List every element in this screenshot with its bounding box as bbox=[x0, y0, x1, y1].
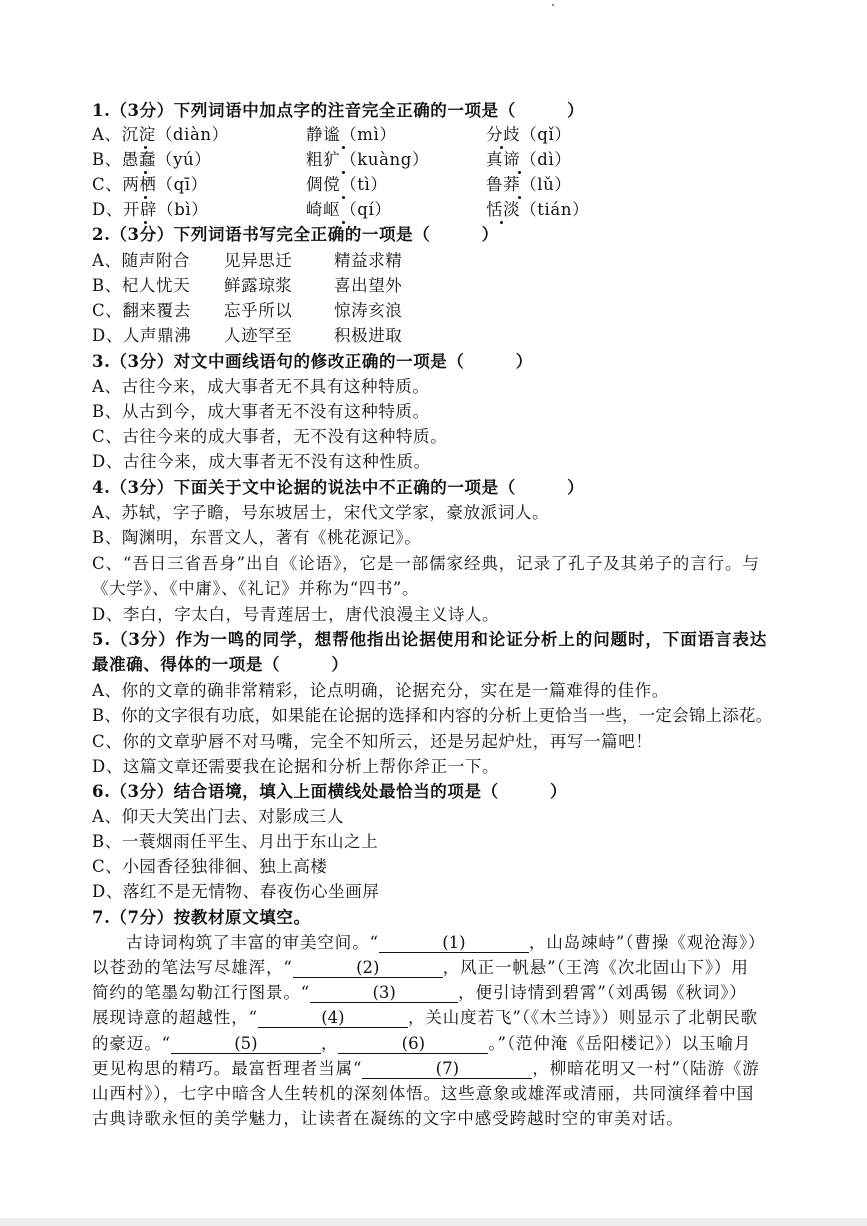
q1-c-col1: C、两栖（qī） bbox=[92, 175, 208, 194]
fill-blank-5[interactable]: (5) bbox=[171, 1035, 321, 1054]
q7-passage-line-2: 以苍劲的笔法写尽雄浑，“ (2) ，风正一帆悬”（王湾《次北固山下》）用 bbox=[92, 958, 749, 977]
question-4-title: 4.（3分）下面关于文中论据的说法中不正确的一项是（ ） bbox=[92, 478, 585, 497]
q7-passage-line-7: 山西村》），七字中暗含人生转机的深刻体悟。这些意象或雄浑或清丽，共同演绎着中国 bbox=[92, 1084, 755, 1103]
q1-d-col3: 恬淡（tián） bbox=[486, 200, 590, 219]
q6-option-b[interactable]: B、一蓑烟雨任平生、月出于东山之上 bbox=[92, 832, 379, 851]
question-6-title: 6.（3分）结合语境，填入上面横线处最恰当的项是（ ） bbox=[92, 782, 568, 801]
q7-passage-line-6: 更见构思的精巧。最富哲理者当属“ (7) ，柳暗花明又一村”（陆游《游 bbox=[92, 1059, 760, 1078]
fill-blank-6[interactable]: (6) bbox=[338, 1035, 488, 1054]
q1-b-col2: 粗犷（kuàng） bbox=[306, 150, 430, 169]
q3-option-d[interactable]: D、古往今来，成大事者无不没有这种性质。 bbox=[92, 452, 431, 471]
q1-d-col2: 崎岖（qí） bbox=[306, 200, 392, 219]
emphasis-dot bbox=[500, 221, 503, 224]
q7-passage-line-5: 的豪迈。“ (5) ， (6) 。”（范仲淹《岳阳楼记》）以玉喻月 bbox=[92, 1034, 752, 1053]
fill-blank-2[interactable]: (2) bbox=[293, 959, 443, 978]
q2-d-word1: D、人声鼎沸 bbox=[92, 326, 192, 345]
q3-option-c[interactable]: C、古往今来的成大事者，无不没有这种特质。 bbox=[92, 427, 448, 446]
emphasis-dot bbox=[518, 171, 521, 174]
q1-b-col1: B、愚蠢（yú） bbox=[92, 150, 212, 169]
emphasis-dot bbox=[342, 146, 345, 149]
emphasis-dot bbox=[342, 171, 345, 174]
q2-b-word3: 喜出望外 bbox=[334, 276, 403, 295]
q7-passage-line-3: 简约的笔墨勾勒江行图景。“ (3) ，便引诗情到碧霄”（刘禹锡《秋词》） bbox=[92, 983, 747, 1002]
emphasis-dot bbox=[144, 146, 147, 149]
q2-b-word1: B、杞人忧天 bbox=[92, 276, 191, 295]
fill-blank-3[interactable]: (3) bbox=[310, 984, 458, 1003]
q4-option-b[interactable]: B、陶渊明，东晋文人，著有《桃花源记》。 bbox=[92, 528, 422, 547]
q6-option-c[interactable]: C、小园香径独徘徊、独上高楼 bbox=[92, 857, 328, 876]
question-5-title: 5.（3分）作为一鸣的同学，想帮他指出论据使用和论证分析上的问题时，下面语言表达 bbox=[92, 630, 768, 649]
q4-option-c-cont: 《大学》、《中庸》、《礼记》并称为“四书”。 bbox=[92, 579, 420, 598]
q7-passage-line-8: 古典诗歌永恒的美学魅力，让读者在凝练的文字中感受跨越时空的审美对话。 bbox=[92, 1109, 684, 1128]
q7-passage-line-1: 古诗词构筑了丰富的审美空间。“ (1) ，山岛竦峙”（曹操《观沧海》） bbox=[126, 933, 766, 952]
q1-a-col1: A、沉淀（diàn） bbox=[92, 125, 229, 144]
q7-passage-line-4: 展现诗意的超越性，“ (4) ，关山度若飞”（《木兰诗》）则显示了北朝民歌 bbox=[92, 1008, 758, 1027]
q2-c-word3: 惊涛亥浪 bbox=[334, 301, 403, 320]
q2-d-word2: 人迹罕至 bbox=[224, 326, 293, 345]
q5-option-d[interactable]: D、这篇文章还需要我在论据和分析上帮你斧正一下。 bbox=[92, 757, 500, 776]
q4-option-d[interactable]: D、李白，字太白，号青莲居士，唐代浪漫主义诗人。 bbox=[92, 605, 500, 624]
q2-c-word1: C、翻来覆去 bbox=[92, 301, 191, 320]
q3-option-a[interactable]: A、古往今来，成大事者无不具有这种特质。 bbox=[92, 377, 430, 396]
q5-option-c[interactable]: C、你的文章驴唇不对马嘴，完全不知所云，还是另起炉灶，再写一篇吧！ bbox=[92, 732, 653, 751]
q2-a-word2: 见异思迁 bbox=[224, 251, 293, 270]
q3-option-b[interactable]: B、从古到今，成大事者无不没有这种特质。 bbox=[92, 402, 430, 421]
question-3-title: 3.（3分）对文中画线语句的修改正确的一项是（ ） bbox=[92, 352, 533, 371]
q2-d-word3: 积极进取 bbox=[334, 326, 403, 345]
emphasis-dot bbox=[342, 196, 345, 199]
q2-a-word1: A、随声附合 bbox=[92, 251, 191, 270]
emphasis-dot bbox=[144, 171, 147, 174]
q1-c-col3: 鲁莽（lǔ） bbox=[486, 175, 572, 194]
q2-b-word2: 鲜露琼浆 bbox=[224, 276, 293, 295]
scan-bottom-edge bbox=[0, 1218, 867, 1226]
question-2-title: 2.（3分）下列词语书写完全正确的一项是（ ） bbox=[92, 225, 499, 244]
question-7-title: 7.（7分）按教材原文填空。 bbox=[92, 908, 311, 927]
question-1-title: 1.（3分）下列词语中加点字的注音完全正确的一项是（ ） bbox=[92, 101, 585, 120]
q1-a-col2: 静谧（mì） bbox=[306, 125, 397, 144]
emphasis-dot bbox=[144, 196, 147, 199]
emphasis-dot bbox=[518, 196, 521, 199]
q2-c-word2: 忘乎所以 bbox=[224, 301, 293, 320]
scan-mark bbox=[552, 4, 554, 6]
emphasis-dot bbox=[500, 146, 503, 149]
q1-a-col3: 分歧（qǐ） bbox=[486, 125, 572, 144]
q4-option-c[interactable]: C、“吾日三省吾身”出自《论语》，它是一部儒家经典，记录了孔子及其弟子的言行。与 bbox=[92, 554, 760, 573]
q2-a-word3: 精益求精 bbox=[334, 251, 403, 270]
q6-option-a[interactable]: A、仰天大笑出门去、对影成三人 bbox=[92, 807, 344, 826]
fill-blank-7[interactable]: (7) bbox=[362, 1060, 532, 1079]
q5-option-a[interactable]: A、你的文章的确非常精彩，论点明确，论据充分，实在是一篇难得的佳作。 bbox=[92, 681, 669, 700]
q1-d-col1: D、开辟（bì） bbox=[92, 200, 209, 219]
q1-b-col3: 真谛（dì） bbox=[486, 150, 572, 169]
fill-blank-1[interactable]: (1) bbox=[379, 934, 529, 953]
question-5-title-cont: 最准确、得体的一项是（ ） bbox=[92, 655, 349, 674]
q6-option-d[interactable]: D、落红不是无情物、春夜伤心坐画屏 bbox=[92, 882, 380, 901]
q4-option-a[interactable]: A、苏轼，字子瞻，号东坡居士，宋代文学家，豪放派词人。 bbox=[92, 503, 550, 522]
q1-c-col2: 倜傥（tì） bbox=[306, 175, 388, 194]
fill-blank-4[interactable]: (4) bbox=[258, 1009, 408, 1028]
q5-option-b[interactable]: B、你的文字很有功底，如果能在论据的选择和内容的分析上更恰当一些，一定会锦上添花。 bbox=[92, 706, 773, 725]
